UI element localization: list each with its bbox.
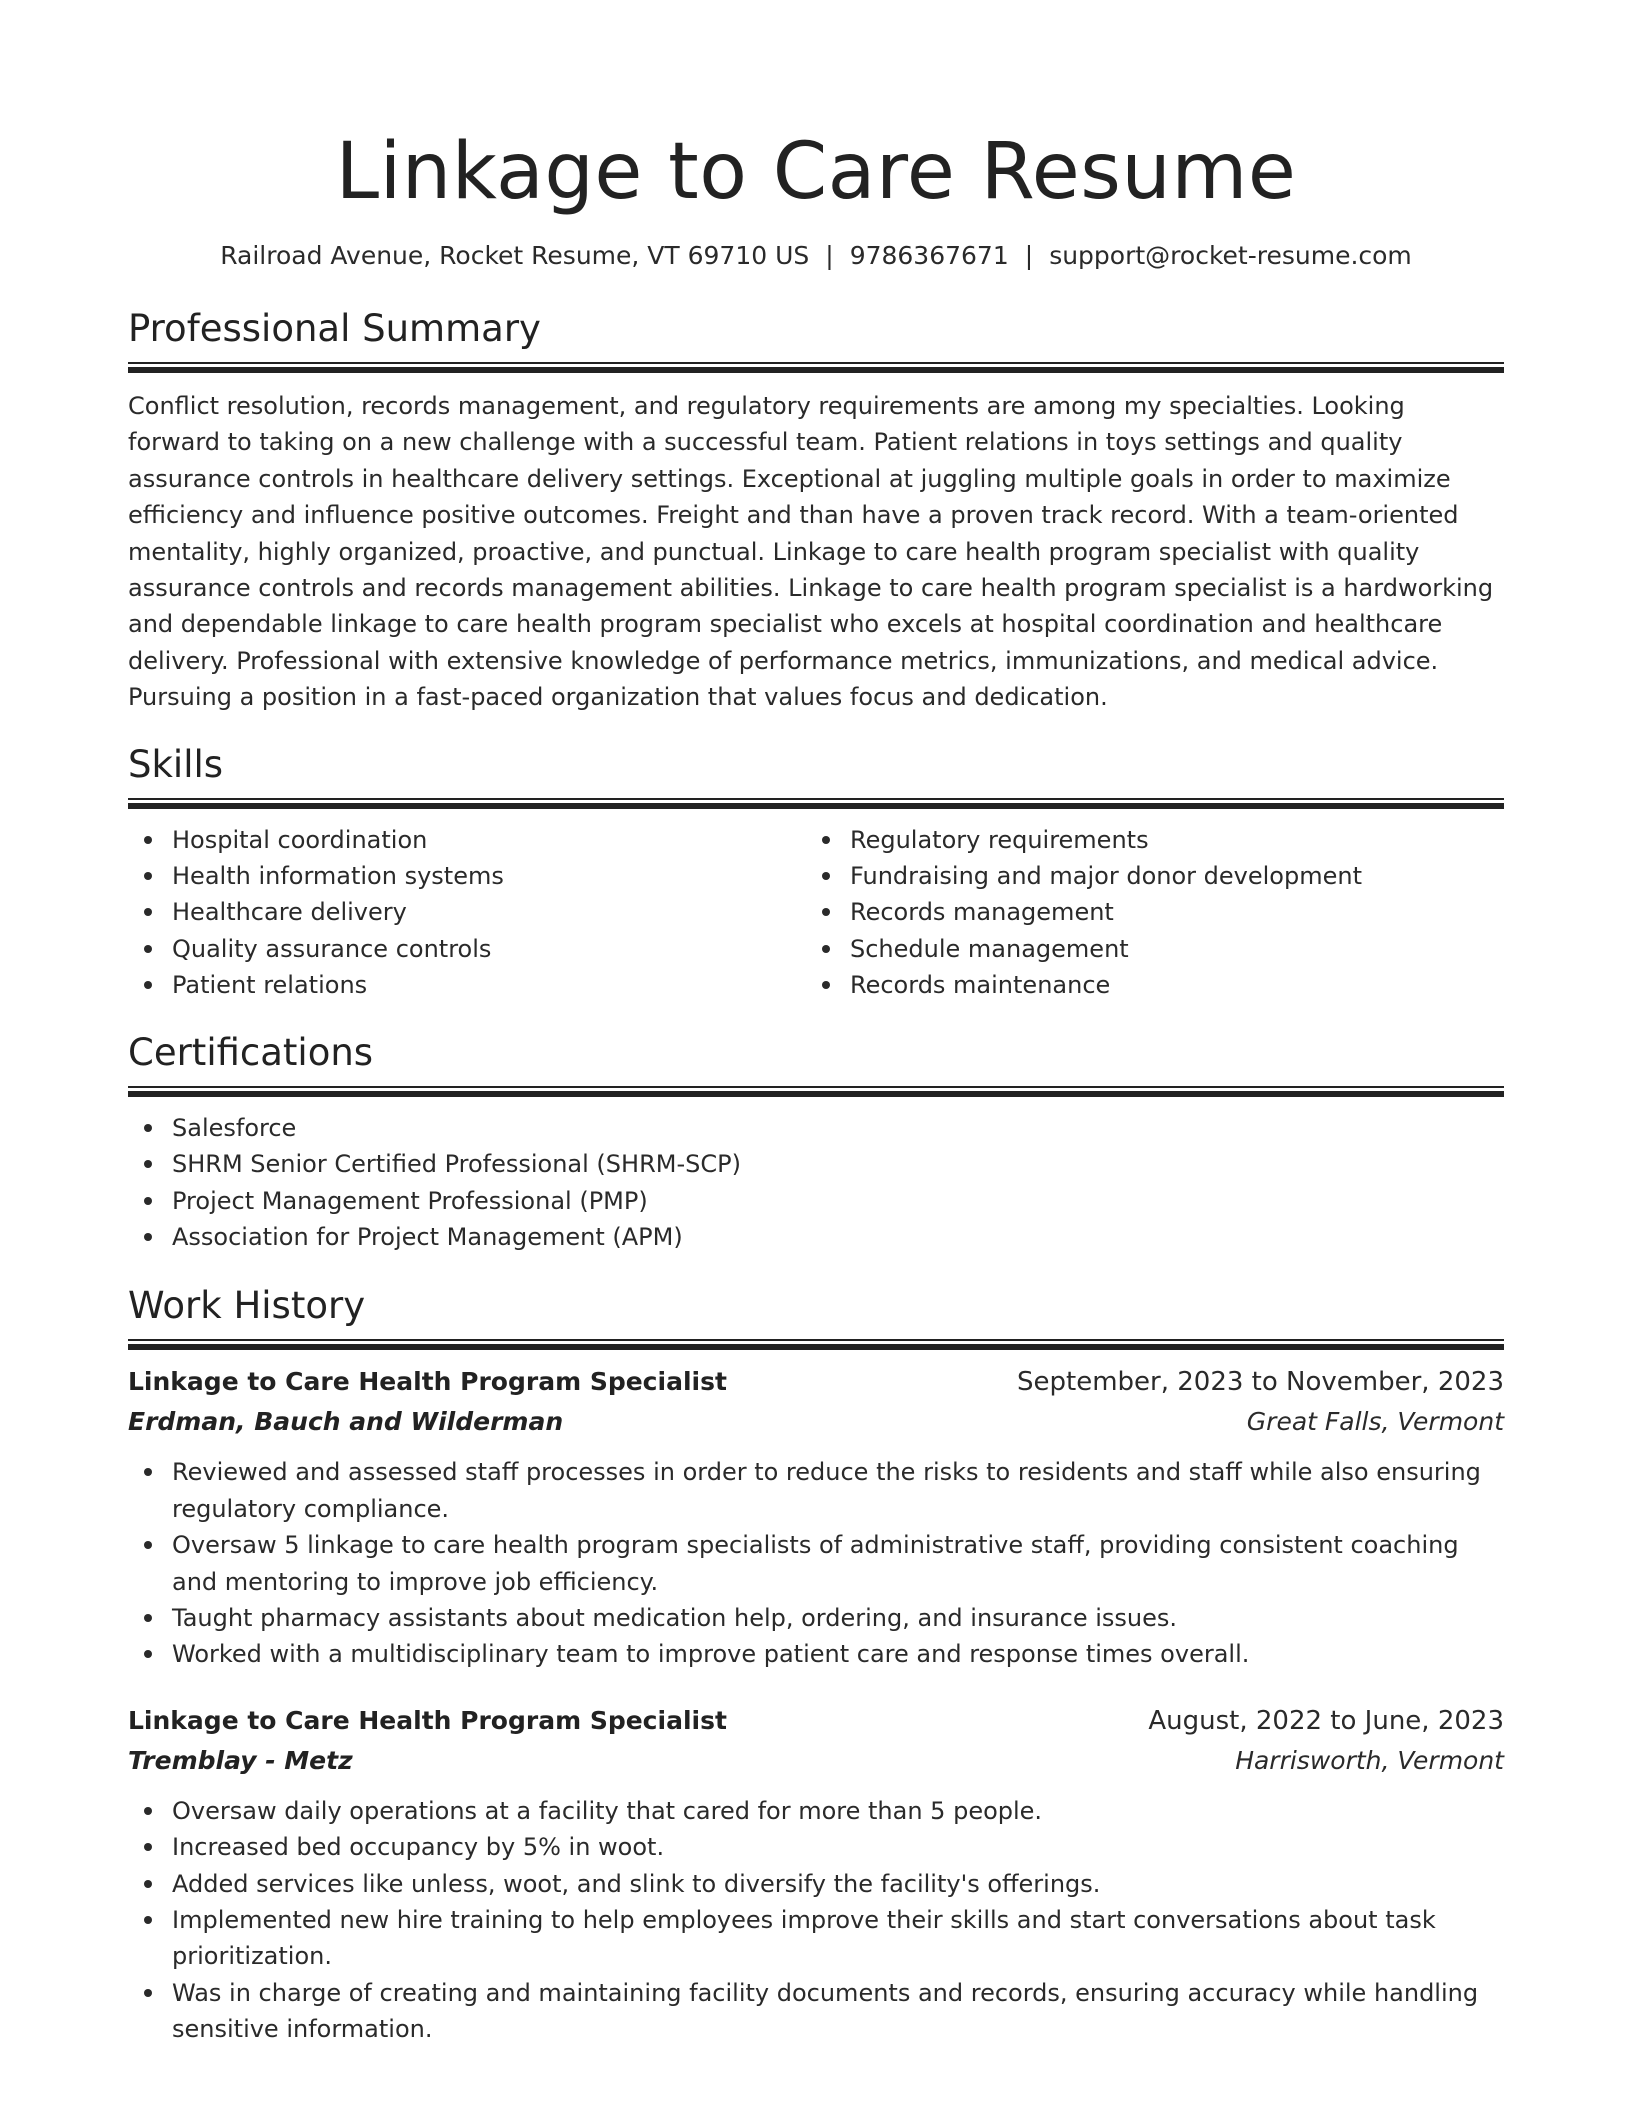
job-bullet: Oversaw 5 linkage to care health program specialists of administrative staff, providing consistent coaching and mentoring to improve job efficiency. xyxy=(172,1527,1504,1600)
skill-item: Records management xyxy=(850,894,1484,930)
resume-name: Linkage to Care Resume xyxy=(335,127,1297,217)
job-bullet: Oversaw daily operations at a facility that cared for more than 5 people. xyxy=(172,1793,1504,1829)
job-bullet: Increased bed occupancy by 5% in woot. xyxy=(172,1829,1504,1865)
job-dates: September, 2023 to November, 2023 xyxy=(1017,1367,1504,1398)
job-location: Great Falls, Vermont xyxy=(1246,1407,1504,1437)
contact-email: support@rocket-resume.com xyxy=(1049,241,1412,270)
job-bullet: Reviewed and assessed staff processes in order to reduce the risks to residents and staff while also ensuring regulatory compliance. xyxy=(172,1454,1504,1527)
section-skills xyxy=(128,742,1504,1004)
certification-item: Project Management Professional (PMP) xyxy=(172,1183,1504,1219)
section-title-certifications: Certifications xyxy=(128,1030,374,1074)
skill-item: Schedule management xyxy=(850,931,1484,967)
certification-item: Salesforce xyxy=(172,1110,1504,1146)
contact-separator: | xyxy=(1024,241,1034,270)
summary-text: Conflict resolution, records management, and regulatory requirements are among my specialties. Looking forward to taking on a new challenge with a successful team. Patient relations in toys settings and quality assurance controls in healthcare delivery settings. Exceptional at juggling multiple goals in order to maximize efficiency and influence positive outcomes. Freight and than have a proven track record. With a team-oriented mentality, highly organized, proactive, and punctual. Linkage to care health program specialist with quality assurance controls and records management abilities. Linkage to care health program specialist is a hardworking and dependable linkage to care health program specialist who excels at hospital coordination and healthcare delivery. Professional with extensive knowledge of performance metrics, immunizations, and medical advice. Pursuing a position in a fast-paced organization that values focus and dedication. xyxy=(128,392,1494,712)
job-dates: August, 2022 to June, 2023 xyxy=(1148,1705,1504,1736)
section-certifications xyxy=(128,1030,1504,1256)
section-divider xyxy=(128,1086,1504,1097)
skill-item: Healthcare delivery xyxy=(172,894,806,930)
skill-item: Health information systems xyxy=(172,858,806,894)
skills-grid xyxy=(128,822,1504,1004)
section-divider xyxy=(128,798,1504,809)
contact-separator: | xyxy=(825,241,834,270)
job-location: Harrisworth, Vermont xyxy=(1235,1745,1504,1775)
skill-item: Fundraising and major donor development xyxy=(850,858,1484,894)
section-divider xyxy=(128,1339,1504,1350)
section-title-work-history: Work History xyxy=(128,1284,366,1328)
job-bullet: Taught pharmacy assistants about medication help, ordering, and insurance issues. xyxy=(172,1600,1504,1636)
section-title-skills: Skills xyxy=(128,742,224,786)
resume-page xyxy=(128,0,1504,2048)
job-entry xyxy=(128,1703,1504,2048)
job-header xyxy=(128,1703,1504,1739)
skill-item: Regulatory requirements xyxy=(850,822,1484,858)
contact-address: Railroad Avenue, Rocket Resume, VT 69710 US xyxy=(220,241,810,270)
section-divider xyxy=(128,362,1504,373)
skills-column-right xyxy=(806,822,1484,1004)
job-header xyxy=(128,1364,1504,1400)
job-bullet-list xyxy=(128,1793,1504,2048)
job-title: Linkage to Care Health Program Specialist xyxy=(128,1705,727,1735)
section-summary xyxy=(128,306,1504,716)
skill-item: Patient relations xyxy=(172,967,806,1003)
job-subheader xyxy=(128,1743,1504,1779)
skill-item: Records maintenance xyxy=(850,967,1484,1003)
job-bullet: Worked with a multidisciplinary team to improve patient care and response times overall. xyxy=(172,1636,1504,1672)
job-bullet: Was in charge of creating and maintaining facility documents and records, ensuring accuracy while handling sensitive information. xyxy=(172,1975,1504,2048)
job-company: Tremblay - Metz xyxy=(128,1745,353,1775)
skill-item: Hospital coordination xyxy=(172,822,806,858)
job-subheader xyxy=(128,1404,1504,1440)
contact-phone: 9786367671 xyxy=(849,241,1009,270)
job-bullet: Added services like unless, woot, and slink to diversify the facility's offerings. xyxy=(172,1866,1504,1902)
section-work-history xyxy=(128,1283,1504,2047)
skill-item: Quality assurance controls xyxy=(172,931,806,967)
certifications-list xyxy=(128,1110,1504,1256)
job-title: Linkage to Care Health Program Specialist xyxy=(128,1367,727,1397)
certification-item: SHRM Senior Certified Professional (SHRM-SCP) xyxy=(172,1146,1504,1182)
section-title-summary: Professional Summary xyxy=(128,307,541,350)
skills-column-left xyxy=(128,822,806,1004)
job-bullet-list xyxy=(128,1454,1504,1672)
job-company: Erdman, Bauch and Wilderman xyxy=(128,1407,564,1437)
job-bullet: Implemented new hire training to help employees improve their skills and start conversations about task prioritization. xyxy=(172,1902,1504,1975)
certification-item: Association for Project Management (APM) xyxy=(172,1219,1504,1255)
job-entry xyxy=(128,1364,1504,1672)
contact-line xyxy=(128,240,1504,272)
